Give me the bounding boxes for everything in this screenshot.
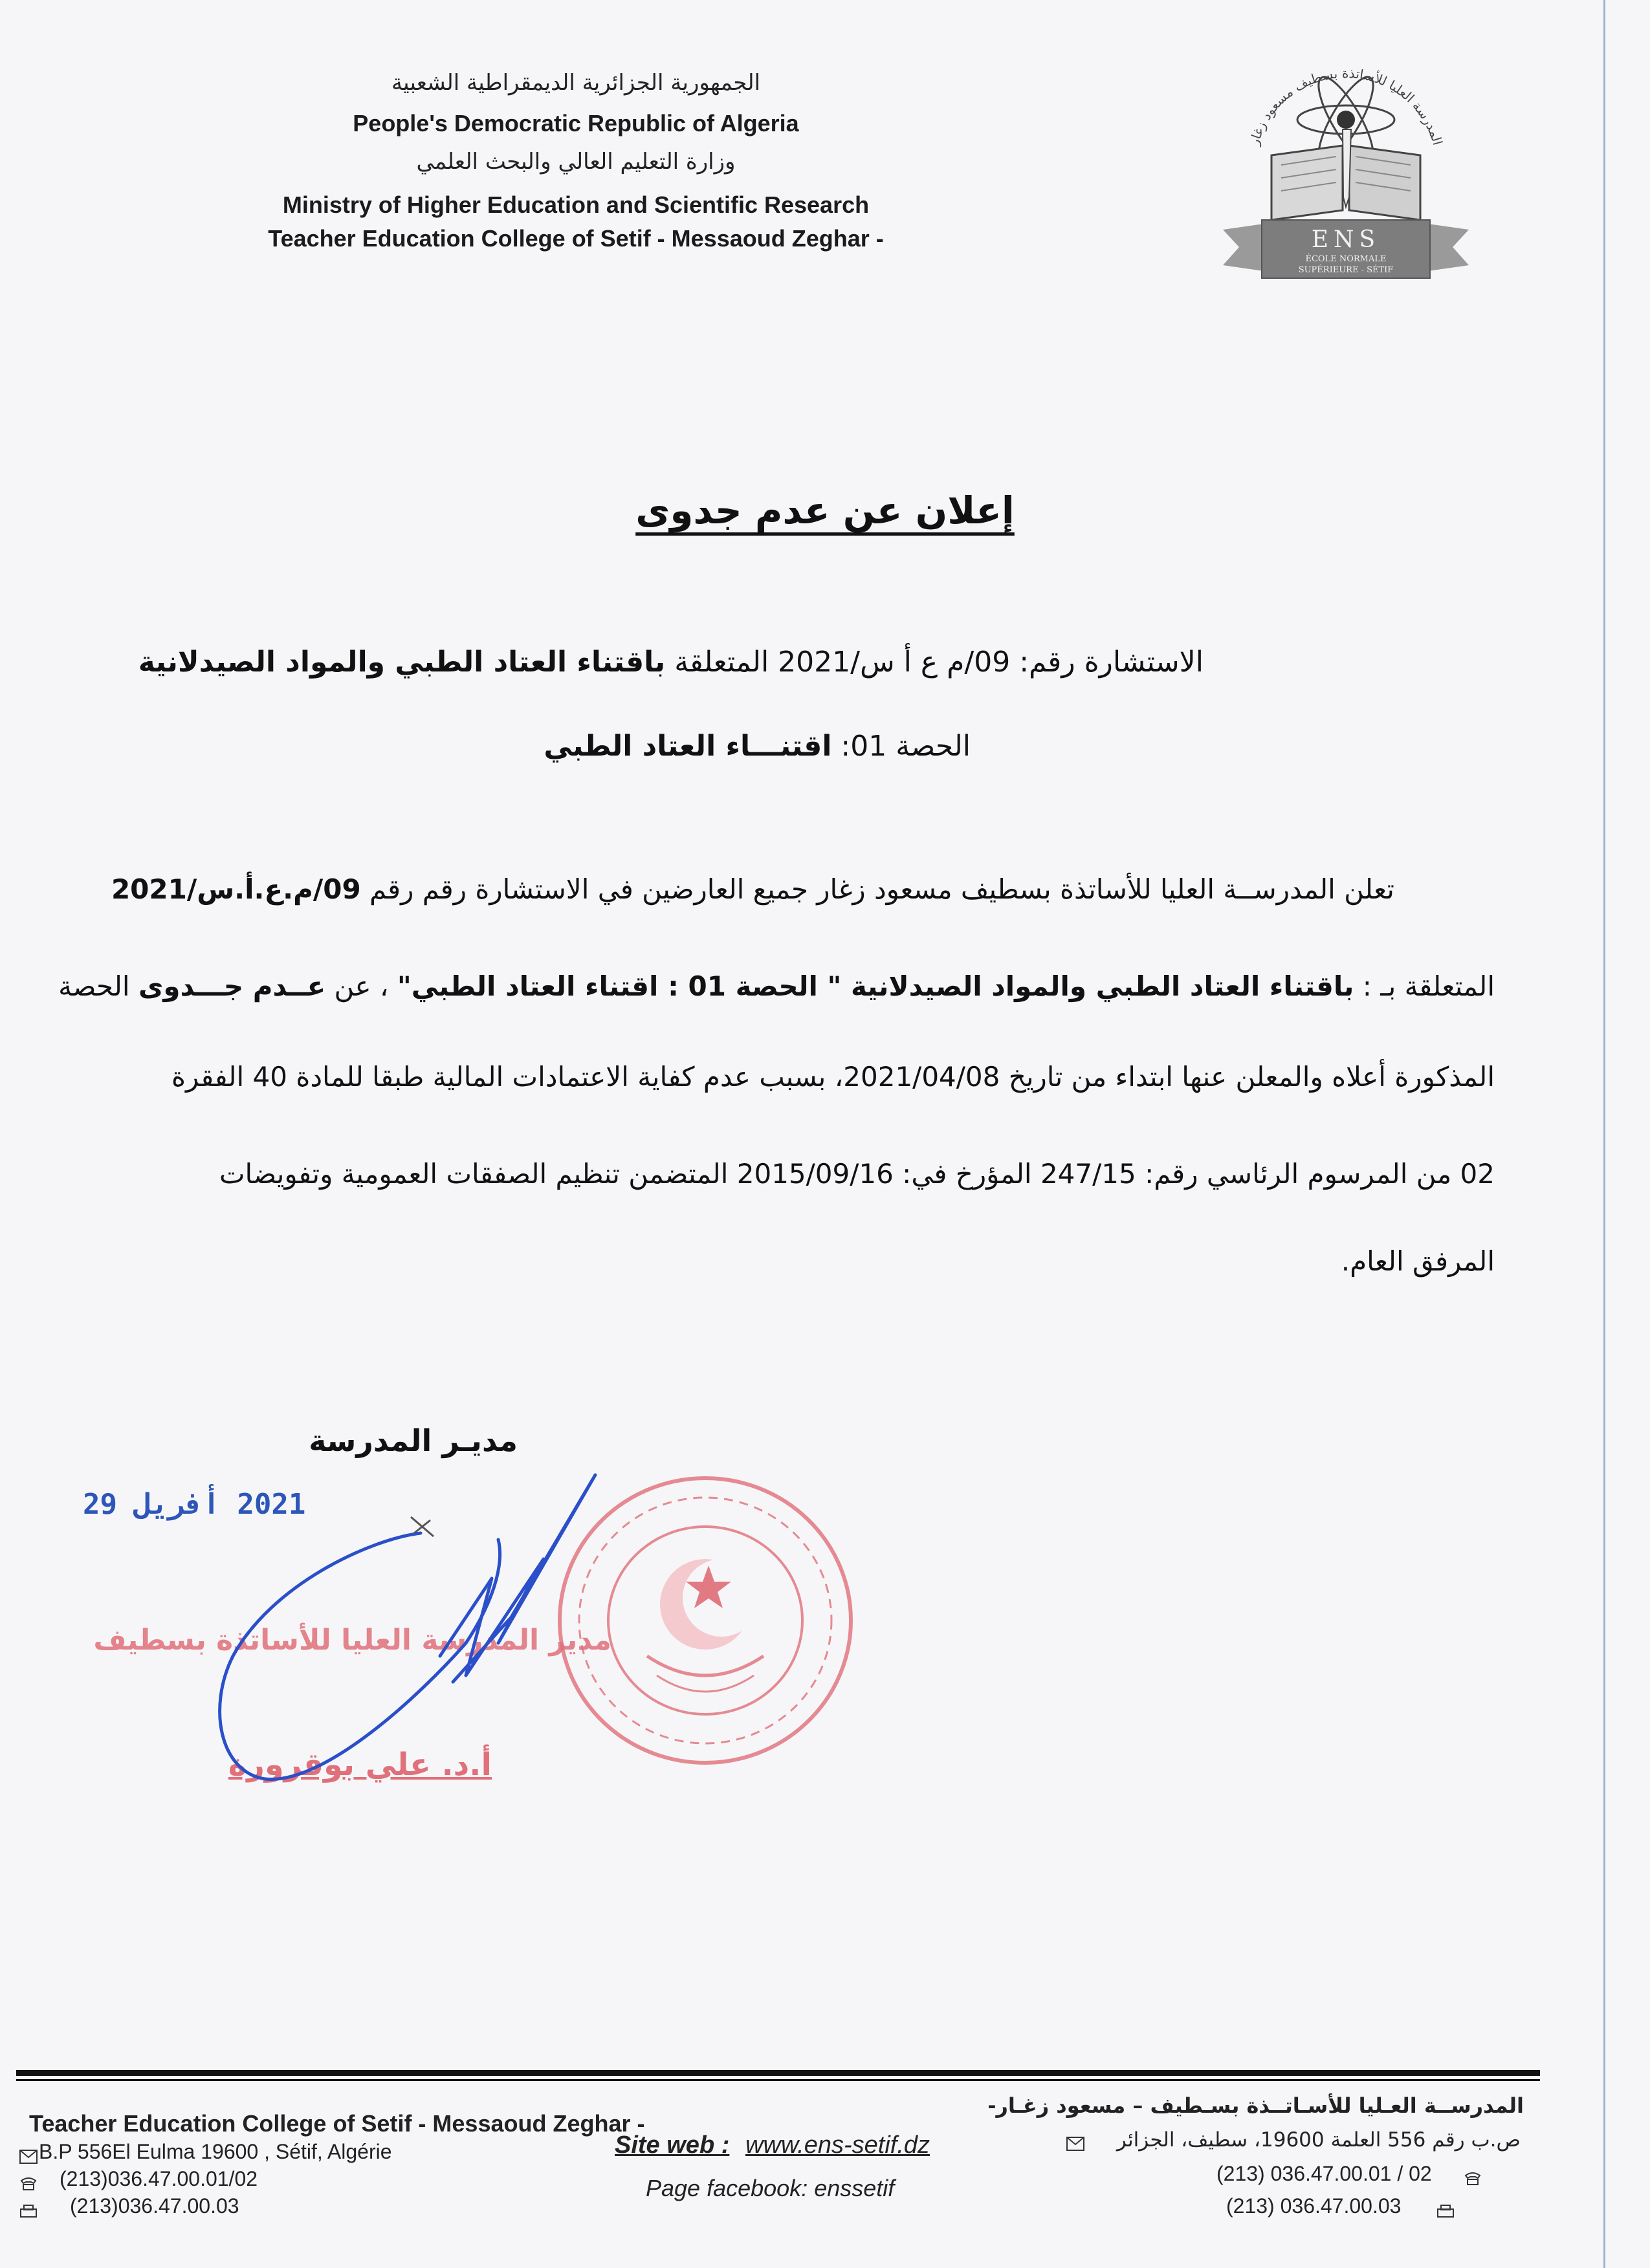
footer-college-ar: المدرســة العـليا للأسـاتــذة بسـطيف – مسعود زغـار-	[987, 2093, 1524, 2118]
lot-subject: اقتنـــاء العتاد الطبي	[544, 730, 832, 763]
logo-subtitle-2: SUPÉRIEURE - SÉTIF	[1298, 265, 1394, 275]
body-line-1	[111, 873, 1394, 905]
logo-acronym: ENS	[1311, 226, 1381, 253]
footer-fax-en	[19, 2194, 239, 2218]
footer-phone-ar	[1216, 2162, 1483, 2186]
footer-facebook: Page facebook: enssetif	[646, 2175, 895, 2201]
footer-college-en: Teacher Education College of Setif - Messaoud Zeghar -	[29, 2110, 645, 2137]
college-en: Teacher Education College of Setif - Messaoud Zeghar -	[268, 225, 884, 252]
signature-title: مديـر المدرسة	[309, 1423, 518, 1458]
footer-fax-ar	[1226, 2194, 1456, 2218]
mail-icon-ar	[1065, 2133, 1084, 2150]
footer-address-ar	[1065, 2128, 1521, 2152]
consultation-subject: باقتناء العتاد الطبي والمواد الصيدلانية	[138, 646, 666, 679]
logo-arc-text: المدرسة العليا للأساتذة بسطيف مسعود زغار	[1246, 65, 1446, 147]
ens-logo	[1210, 58, 1482, 291]
footer-address-en-text: B.P 556El Eulma 19600 , Sétif, Algérie	[39, 2140, 392, 2163]
footer-site	[615, 2132, 930, 2159]
consultation-prefix: الاستشارة رقم: 09/م ع أ س/2021 المتعلقة	[665, 646, 1204, 679]
body-line-2-subject: باقتناء العتاد الطبي والمواد الصيدلانية " الحصة 01 : اقتناء العتاد الطبي"	[397, 970, 1354, 1002]
fax-icon-ar	[1436, 2199, 1456, 2216]
body-line-2-text-2: ، عن	[325, 970, 397, 1002]
body-line-2-text-3: الحصة	[58, 970, 138, 1002]
ens-logo-graphic	[1210, 58, 1482, 291]
body-line-3: المذكورة أعلاه والمعلن عنها ابتداء من تاريخ 2021/04/08، بسبب عدم كفاية الاعتمادات المالية طبقا للمادة 40 الفقرة	[171, 1061, 1495, 1093]
phone-icon-ar	[1464, 2167, 1483, 2184]
body-line-5: المرفق العام.	[1341, 1245, 1495, 1277]
announcement-title: إعلان عن عدم جدوى	[635, 488, 1015, 532]
date-stamp: 2021 أفريل 29	[83, 1488, 306, 1521]
footer-rule-thin	[16, 2079, 1540, 2081]
footer-phone-en	[19, 2167, 258, 2191]
scan-edge	[1603, 0, 1605, 2268]
director-stamp-name: أ.د. علي بوقرورة	[228, 1747, 492, 1783]
consultation-line	[138, 646, 1204, 679]
phone-icon	[19, 2172, 39, 2189]
lot-line	[544, 730, 971, 763]
consultation-number: 09/م.ع.أ.س/2021	[111, 873, 361, 905]
footer-phone-en-text: (213)036.47.00.01/02	[60, 2167, 258, 2190]
body-line-2-text-1: المتعلقة بـ :	[1354, 970, 1495, 1002]
body-line-4: 02 من المرسوم الرئاسي رقم: 247/15 المؤرخ في: 2015/09/16 المتضمن تنظيم الصفقات العمومية وتفويضات	[219, 1158, 1495, 1190]
footer-address-ar-text: ص.ب رقم 556 العلمة 19600، سطيف، الجزائر	[1116, 2128, 1521, 2152]
lot-prefix: الحصة 01:	[831, 730, 971, 763]
body-line-1-text: تعلن المدرســة العليا للأساتذة بسطيف مسعود زغار جميع العارضين في الاستشارة رقم رقم	[360, 873, 1394, 905]
footer-phone-ar-text: (213) 036.47.00.01 / 02	[1216, 2162, 1432, 2185]
footer-rule-thick	[16, 2070, 1540, 2076]
footer-address-en	[19, 2140, 392, 2164]
ministry-en: Ministry of Higher Education and Scientific Research	[282, 191, 870, 218]
republic-en: People's Democratic Republic of Algeria	[353, 110, 799, 136]
republic-ar: الجمهورية الجزائرية الديمقراطية الشعبية	[391, 70, 761, 96]
infructuous-word: عــدم جـــدوى	[138, 970, 326, 1002]
logo-subtitle-1: ÉCOLE NORMALE	[1305, 254, 1387, 264]
site-label: Site web :	[615, 2132, 730, 2159]
ministry-ar: وزارة التعليم العالي والبحث العلمي	[416, 149, 736, 175]
footer-fax-en-text: (213)036.47.00.03	[70, 2194, 239, 2218]
director-stamp-role: مدير المدرسة العليا للأساتذة بسطيف	[93, 1624, 611, 1657]
handwritten-signature	[207, 1462, 673, 1798]
mail-icon	[19, 2145, 39, 2162]
footer-fax-ar-text: (213) 036.47.00.03	[1226, 2194, 1402, 2218]
fax-icon	[19, 2199, 39, 2216]
site-link[interactable]: www.ens-setif.dz	[745, 2132, 930, 2159]
pen-icon	[1343, 129, 1351, 207]
body-line-2	[58, 970, 1495, 1002]
